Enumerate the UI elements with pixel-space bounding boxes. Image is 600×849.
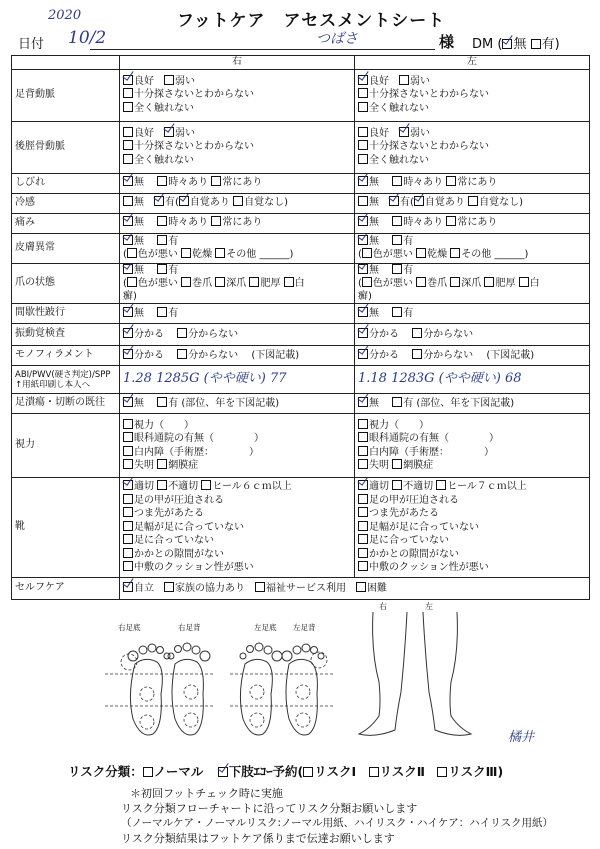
header-left: 左: [355, 56, 590, 70]
risk-label: リスク分類：: [68, 764, 143, 779]
row-label-numb: しびれ: [12, 173, 120, 193]
checkbox[interactable]: [358, 176, 368, 186]
checkbox[interactable]: [211, 216, 221, 226]
claud-right: 無 有: [120, 304, 355, 324]
fig-label-left: 左: [425, 602, 433, 611]
mono-left: 分かる 分からない (下図記載): [355, 346, 590, 366]
checkbox[interactable]: [284, 277, 294, 287]
risk-2-checkbox[interactable]: [369, 767, 379, 777]
row-label-pulse1: 足背動脈: [12, 69, 120, 121]
checkbox[interactable]: [358, 235, 368, 245]
checkbox[interactable]: [123, 432, 133, 442]
checkbox[interactable]: [358, 548, 368, 558]
checkbox[interactable]: [123, 127, 133, 137]
patient-name[interactable]: つばさ: [316, 31, 358, 47]
checkbox[interactable]: [123, 582, 133, 592]
checkbox[interactable]: [157, 307, 167, 317]
checkbox[interactable]: [392, 264, 402, 274]
numb-right: 無 時々あり 常にあり: [120, 173, 355, 193]
checkbox[interactable]: [123, 521, 133, 531]
shoe-right: 適切 不適切 ヒール６ｃｍ以上 足の甲が圧迫される つま先があたる 足幅が足に合っていない 足に合っていない かかとの隙間がない 中敷のクッション性が悪い: [120, 478, 355, 578]
checkbox[interactable]: [123, 419, 133, 429]
checkbox[interactable]: [123, 88, 133, 98]
checkbox[interactable]: [358, 419, 368, 429]
checkbox[interactable]: [233, 196, 243, 206]
row-label-claud: 間歇性跛行: [12, 304, 120, 324]
checkbox[interactable]: [399, 127, 409, 137]
dm-yes-label: 有: [541, 37, 555, 52]
checkbox[interactable]: [123, 328, 133, 338]
note-1: ＊初回フットチェック時に実施: [130, 787, 283, 800]
checkbox[interactable]: [123, 459, 133, 469]
label-l-sole: 左足底: [254, 623, 277, 632]
checkbox[interactable]: [123, 196, 133, 206]
checkbox[interactable]: [123, 176, 133, 186]
row-label-cold: 冷感: [12, 193, 120, 213]
risk-1-checkbox[interactable]: [303, 767, 313, 777]
row-label-self: セルフケア: [12, 578, 120, 600]
pulse1-right: 良好 弱い 十分探さないとわからない 全く触れない: [120, 69, 355, 121]
fig-label-right: 右: [379, 602, 387, 611]
row-label-skin: 皮膚異常: [12, 233, 120, 263]
dm-none-label: 無: [513, 37, 527, 52]
checkbox[interactable]: [201, 480, 211, 490]
checkbox[interactable]: [389, 196, 399, 206]
checkbox[interactable]: [358, 561, 368, 571]
checkbox[interactable]: [123, 494, 133, 504]
cold-left: 無 有( 自覚あり 自覚なし): [355, 193, 590, 213]
checkbox[interactable]: [154, 196, 164, 206]
checkbox[interactable]: [255, 582, 265, 592]
checkbox[interactable]: [358, 459, 368, 469]
cold-right: 無 有( 自覚あり 自覚なし): [120, 193, 355, 213]
checkbox[interactable]: [123, 216, 133, 226]
row-label-ulcer: 足潰瘍・切断の既往: [12, 394, 120, 414]
skin-left: 無 有 ( 色が悪い 乾燥 その他 ______): [355, 233, 590, 263]
checkbox[interactable]: [358, 328, 368, 338]
row-label-pain: 痛み: [12, 213, 120, 233]
checkbox[interactable]: [450, 277, 460, 287]
checkbox[interactable]: [358, 196, 368, 206]
checkbox[interactable]: [123, 446, 133, 456]
checkbox[interactable]: [123, 75, 133, 85]
ulcer-left: 無 有 (部位、年を下図記載): [355, 394, 590, 414]
checkbox[interactable]: [446, 216, 456, 226]
ulcer-right: 無 有 (部位、年を下図記載): [120, 394, 355, 414]
checkbox[interactable]: [436, 480, 446, 490]
row-label-abi: ABI/PWV(硬さ判定)/SPP ↑用紙印刷し本人へ: [12, 366, 120, 394]
checkbox[interactable]: [123, 507, 133, 517]
dm-none-checkbox[interactable]: [502, 39, 512, 49]
vib-left: 分かる 分からない: [355, 324, 590, 346]
checkbox[interactable]: [123, 561, 133, 571]
sama-label: 様: [439, 33, 455, 51]
checkbox[interactable]: [392, 216, 402, 226]
nail-left: 無 有 ( 色が悪い 巻爪 深爪 肥厚 白 癬): [355, 263, 590, 304]
checkbox[interactable]: [358, 446, 368, 456]
pain-left: 無 時々あり 常にあり: [355, 213, 590, 233]
checkbox[interactable]: [450, 248, 460, 258]
checkbox[interactable]: [392, 235, 402, 245]
checkbox[interactable]: [123, 534, 133, 544]
row-label-vision: 視力: [12, 414, 120, 478]
foot-sole-diagram: [105, 634, 335, 744]
dm-yes-checkbox[interactable]: [531, 39, 541, 49]
checkbox[interactable]: [123, 480, 133, 490]
checkbox[interactable]: [177, 328, 187, 338]
risk-classification: リスク分類： ノーマル 下肢ｴｺｰ予約( リスクⅠ リスクⅡ リスクⅢ): [68, 764, 504, 779]
checkbox[interactable]: [468, 196, 478, 206]
legs-diagram: [345, 612, 485, 740]
checkbox[interactable]: [358, 216, 368, 226]
abi-right[interactable]: 1.28 1285G (やや硬い) 77: [120, 366, 355, 394]
checkbox[interactable]: [416, 277, 426, 287]
checkbox[interactable]: [164, 75, 174, 85]
checkbox[interactable]: [358, 534, 368, 544]
checkbox[interactable]: [392, 459, 402, 469]
checkbox[interactable]: [358, 432, 368, 442]
checkbox[interactable]: [249, 277, 259, 287]
checkbox[interactable]: [157, 235, 167, 245]
checkbox[interactable]: [123, 307, 133, 317]
row-label-nail: 爪の状態: [12, 263, 120, 304]
checkbox[interactable]: [123, 140, 133, 150]
pulse2-right: 良好 弱い 十分探さないとわからない 全く触れない: [120, 121, 355, 173]
checkbox[interactable]: [181, 248, 191, 258]
checkbox[interactable]: [358, 397, 368, 407]
checkbox[interactable]: [358, 521, 368, 531]
checkbox[interactable]: [358, 102, 368, 112]
checkbox[interactable]: [123, 349, 133, 359]
checkbox[interactable]: [123, 102, 133, 112]
checkbox[interactable]: [157, 480, 167, 490]
checkbox[interactable]: [358, 264, 368, 274]
checkbox[interactable]: [358, 494, 368, 504]
checkbox[interactable]: [215, 277, 225, 287]
name-underline: [90, 49, 435, 50]
vision-right: 視力（ ） 眼科通院の有無（ ） 白内障（手術歴： ） 失明 網膜症: [120, 414, 355, 478]
checkbox[interactable]: [358, 154, 368, 164]
hand-year: 2020: [48, 8, 82, 23]
label-l-back: 左足背: [293, 623, 316, 632]
checkbox[interactable]: [164, 127, 174, 137]
checkbox[interactable]: [358, 307, 368, 317]
date-label: 日付: [18, 37, 45, 52]
note-4: リスク分類結果はフットケア係りまで伝達お願いします: [121, 832, 395, 845]
abi-left[interactable]: 1.18 1283G (やや硬い) 68: [355, 366, 590, 394]
dm-field: DM ( 無 有): [472, 37, 560, 52]
checkbox[interactable]: [157, 216, 167, 226]
mono-right: 分かる 分からない (下図記載): [120, 346, 355, 366]
checkbox[interactable]: [127, 277, 137, 287]
numb-left: 無 時々あり 常にあり: [355, 173, 590, 193]
date-value[interactable]: 10/2: [68, 28, 107, 48]
row-label-shoe: 靴: [12, 478, 120, 578]
checkbox[interactable]: [358, 507, 368, 517]
nail-right: 無 有 ( 色が悪い 巻爪 深爪 肥厚 白 癬): [120, 263, 355, 304]
checkbox[interactable]: [392, 307, 402, 317]
checkbox[interactable]: [484, 277, 494, 287]
checkbox[interactable]: [157, 176, 167, 186]
row-label-mono: モノフィラメント: [12, 346, 120, 366]
checkbox[interactable]: [164, 582, 174, 592]
pulse1-left: 良好 弱い 十分探さないとわからない 全く触れない: [355, 69, 590, 121]
self-care: 自立 家族の協力あり 福祉サービス利用 困難: [120, 578, 590, 600]
checkbox[interactable]: [392, 176, 402, 186]
checkbox[interactable]: [358, 349, 368, 359]
label-r-back: 右足背: [178, 623, 201, 632]
claud-left: 無 有: [355, 304, 590, 324]
skin-right: 無 有 ( 色が悪い 乾燥 その他 ______): [120, 233, 355, 263]
checkbox[interactable]: [358, 88, 368, 98]
checkbox[interactable]: [414, 196, 424, 206]
checkbox[interactable]: [123, 548, 133, 558]
checkbox[interactable]: [127, 248, 137, 258]
checkbox[interactable]: [362, 248, 372, 258]
shoe-left: 適切 不適切 ヒール７ｃｍ以上 足の甲が圧迫される つま先があたる 足幅が足に合っていない 足に合っていない かかとの隙間がない 中敷のクッション性が悪い: [355, 478, 590, 578]
checkbox[interactable]: [179, 196, 189, 206]
risk-normal-checkbox[interactable]: [143, 767, 153, 777]
risk-lower-checkbox[interactable]: [218, 767, 228, 777]
pulse2-left: 良好 弱い 十分探さないとわからない 全く触れない: [355, 121, 590, 173]
checkbox[interactable]: [123, 154, 133, 164]
signature: 橘井: [508, 730, 535, 745]
checkbox[interactable]: [211, 176, 221, 186]
checkbox[interactable]: [358, 127, 368, 137]
checkbox[interactable]: [412, 328, 422, 338]
checkbox[interactable]: [358, 480, 368, 490]
checkbox[interactable]: [392, 480, 402, 490]
checkbox[interactable]: [358, 75, 368, 85]
checkbox[interactable]: [358, 140, 368, 150]
checkbox[interactable]: [157, 264, 167, 274]
note-2: リスク分類フローチャートに沿ってリスク分類お願いします: [121, 802, 418, 815]
checkbox[interactable]: [123, 397, 133, 407]
checkbox[interactable]: [412, 349, 422, 359]
risk-3-checkbox[interactable]: [437, 767, 447, 777]
header-blank: [12, 56, 120, 70]
pain-right: 無 時々あり 常にあり: [120, 213, 355, 233]
checkbox[interactable]: [123, 235, 133, 245]
checkbox[interactable]: [362, 277, 372, 287]
checkbox[interactable]: [416, 248, 426, 258]
checkbox[interactable]: [157, 459, 167, 469]
header-right: 右: [120, 56, 355, 70]
checkbox[interactable]: [181, 277, 191, 287]
checkbox[interactable]: [399, 75, 409, 85]
checkbox[interactable]: [123, 264, 133, 274]
label-r-sole: 右足底: [118, 623, 141, 632]
checkbox[interactable]: [392, 397, 402, 407]
checkbox[interactable]: [177, 349, 187, 359]
checkbox[interactable]: [215, 248, 225, 258]
assessment-table: [11, 55, 590, 600]
page-title: フットケア アセスメントシート: [177, 11, 446, 31]
checkbox[interactable]: [356, 582, 366, 592]
row-label-pulse2: 後脛骨動脈: [12, 121, 120, 173]
row-label-vib: 振動覚検査: [12, 324, 120, 346]
vision-left: 視力（ ） 眼科通院の有無（ ） 白内障（手術歴： ） 失明 網膜症: [355, 414, 590, 478]
note-3: （ノーマルケア・ノーマルリスク:ノーマル用紙、ハイリスク・ハイケア：ハイリスク用紙）: [121, 817, 554, 829]
dm-label: DM: [472, 37, 494, 52]
vib-right: 分かる 分からない: [120, 324, 355, 346]
checkbox[interactable]: [157, 397, 167, 407]
checkbox[interactable]: [519, 277, 529, 287]
checkbox[interactable]: [446, 176, 456, 186]
